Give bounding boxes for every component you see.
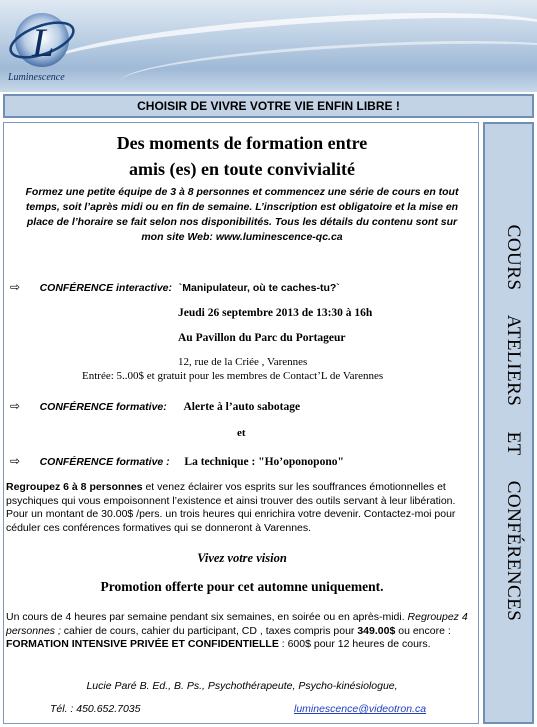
page-title: CHOISIR DE VIVRE VOTRE VIE ENFIN LIBRE ! xyxy=(137,99,400,113)
main-content xyxy=(3,122,479,724)
conference-1-entry: Entrée: 5..00$ et gratuit pour les membres de Contact’L de Varennes xyxy=(82,370,384,382)
arrow-icon: ⇨ xyxy=(10,280,21,294)
conference-3-label: CONFÉRENCE formative : xyxy=(39,456,170,468)
conference-1-row xyxy=(10,280,340,294)
conference-2-label: CONFÉRENCE formative: xyxy=(39,401,167,413)
course-price: 349.00$ xyxy=(357,624,396,637)
regroup-bold: Regroupez 6 à 8 personnes xyxy=(6,481,143,493)
sidebar-text: COURS ATELIERS ET CONFÉRENCES xyxy=(502,224,524,622)
arrow-icon: ⇨ xyxy=(10,454,21,468)
conference-2-title: Alerte à l’auto sabotage xyxy=(183,401,301,413)
regroup-text: et venez éclairer vos esprits sur les souffrances émotionnelles et psychiques qui vous empoisonnent l’existence et ainsi trouver des outils servant à leur libération. Pour un montant de 30.00$ /pers. un trois heures qui enrichira votre devenir. Contactez-moi pour céduler ces conférences formatives qui se donneront à Varennes. xyxy=(6,481,456,534)
promotion-line: Promotion offerte pour cet automne uniquement. xyxy=(100,579,384,594)
conference-2-row xyxy=(10,399,300,413)
signature: Lucie Paré B. Ed., B. Ps., Psychothérapeute, Psycho-kinésiologue, xyxy=(86,680,398,692)
title-bar xyxy=(3,94,534,118)
course-text-1: Un cours de 4 heures par semaine pendant six semaines, en soirée ou en après-midi. xyxy=(6,611,405,623)
sidebar-banner xyxy=(483,122,534,724)
heading-line-1: Des moments de formation entre xyxy=(116,133,368,153)
conference-1-date: Jeudi 26 septembre 2013 de 13:30 à 16h xyxy=(178,307,373,319)
course-intensive: FORMATION INTENSIVE PRIVÉE ET CONFIDENTIELLE xyxy=(6,638,279,650)
course-text-2: cahier de cours, cahier du participant, CD , taxes compris pour xyxy=(60,624,358,637)
header-banner xyxy=(0,0,537,92)
brand-name: Luminescence xyxy=(8,72,65,83)
conference-1-title: `Manipulateur, où te caches-tu?` xyxy=(178,282,340,294)
regroup-paragraph xyxy=(6,481,476,535)
logo-letter: L xyxy=(32,20,55,65)
conference-3-row xyxy=(10,454,344,468)
email-link[interactable]: luminescence@videotron.ca xyxy=(294,703,427,715)
course-text-3: ou encore : xyxy=(395,624,451,637)
conference-3-title: La technique : "Ho’oponopono" xyxy=(184,456,344,468)
phone: Tél. : 450.652.7035 xyxy=(50,703,141,715)
conference-1-place: Au Pavillon du Parc du Portageur xyxy=(178,332,346,344)
heading-line-2: amis (es) en toute convivialité xyxy=(129,159,355,179)
conference-1-address: 12, rue de la Criée , Varennes xyxy=(178,356,308,368)
luminescence-logo-icon xyxy=(6,6,76,76)
intro-paragraph: Formez une petite équipe de 3 à 8 personnes et commencez une série de cours en tout temps, soit l’après midi ou en fin de semaine. L’inscription est obligatoire et la mise en place de l’horaire se fait selon nos disponibilités. Tous les détails du contenu sont sur mon site Web: www.luminescence-qc.ca xyxy=(25,186,459,243)
and-text: et xyxy=(237,427,246,439)
arrow-icon: ⇨ xyxy=(10,399,21,413)
course-paragraph xyxy=(6,611,476,652)
conference-1-label: CONFÉRENCE interactive: xyxy=(39,282,173,294)
course-text-4: : 600$ pour 12 heures de cours. xyxy=(278,638,431,650)
tagline: Vivez votre vision xyxy=(197,551,287,565)
course-italic: Regroupez 4 personnes ; xyxy=(6,611,468,637)
